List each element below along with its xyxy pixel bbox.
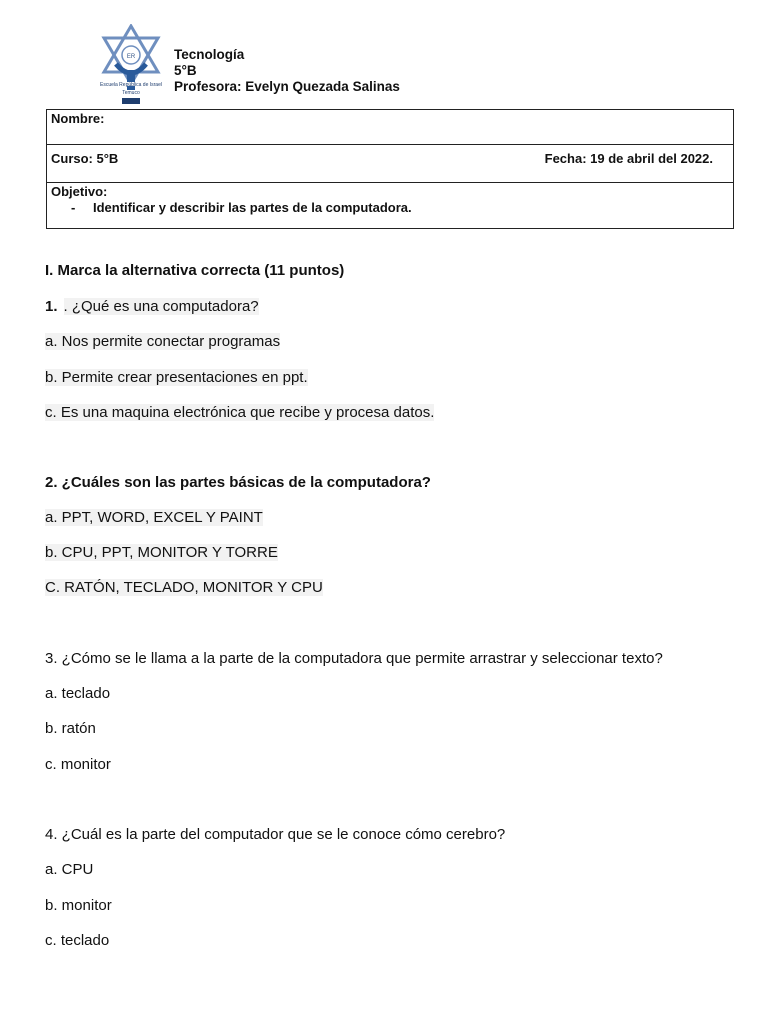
question-1 (45, 298, 259, 316)
objective-text: Identificar y describir las partes de la computadora. (93, 200, 412, 215)
student-info-table (46, 109, 734, 229)
question-3-option-c[interactable]: c. monitor (45, 756, 111, 773)
objective-dash: - (71, 200, 76, 215)
teacher-name: Profesora: Evelyn Quezada Salinas (174, 79, 400, 94)
course-label: Curso: 5°B (51, 151, 119, 166)
question-3: 3. ¿Cómo se le llama a la parte de la computadora que permite arrastrar y seleccionar texto? (45, 650, 663, 667)
name-label: Nombre: (51, 111, 105, 126)
name-row[interactable] (47, 110, 733, 145)
question-3-option-b[interactable]: b. ratón (45, 720, 96, 737)
question-4-option-c[interactable]: c. teclado (45, 932, 110, 949)
question-2-option-b[interactable] (45, 544, 278, 562)
option-text: a. PPT, WORD, EXCEL Y PAINT (45, 509, 263, 526)
question-1-option-b[interactable] (45, 369, 308, 387)
question-2-option-a[interactable] (45, 509, 263, 527)
question-1-text: . ¿Qué es una computadora? (63, 298, 259, 315)
objective-row (47, 183, 733, 228)
section-title: I. Marca la alternativa correcta (11 puntos) (45, 262, 345, 279)
question-4: 4. ¿Cuál es la parte del computador que se le conoce cómo cerebro? (45, 826, 506, 843)
svg-text:ER: ER (126, 54, 136, 60)
grade-label: 5°B (174, 63, 197, 78)
course-row (47, 145, 733, 183)
question-2: 2. ¿Cuáles son las partes básicas de la computadora? (45, 474, 431, 491)
option-text: b. Permite crear presentaciones en ppt. (45, 369, 308, 386)
question-4-option-b[interactable]: b. monitor (45, 897, 112, 914)
svg-text:Escuela República de Israel: Escuela República de Israel (100, 82, 162, 88)
school-crest-icon (98, 24, 164, 108)
objective-item (51, 200, 729, 216)
objective-label: Objetivo: (51, 184, 108, 199)
option-text: b. CPU, PPT, MONITOR Y TORRE (45, 544, 278, 561)
question-3-option-a[interactable]: a. teclado (45, 685, 111, 702)
question-1-number: 1. (45, 298, 58, 315)
option-text: c. Es una maquina electrónica que recibe y procesa datos. (45, 404, 435, 421)
date-label: Fecha: 19 de abril del 2022. (544, 151, 713, 166)
question-2-option-c[interactable] (45, 579, 323, 597)
question-4-option-a[interactable]: a. CPU (45, 861, 94, 878)
question-1-option-c[interactable] (45, 404, 434, 422)
subject-title: Tecnología (174, 47, 245, 62)
question-1-option-a[interactable] (45, 333, 280, 351)
header (174, 47, 400, 95)
option-text: a. Nos permite conectar programas (45, 333, 281, 350)
svg-text:Temuco: Temuco (122, 90, 140, 96)
option-text: C. RATÓN, TECLADO, MONITOR Y CPU (45, 579, 323, 596)
